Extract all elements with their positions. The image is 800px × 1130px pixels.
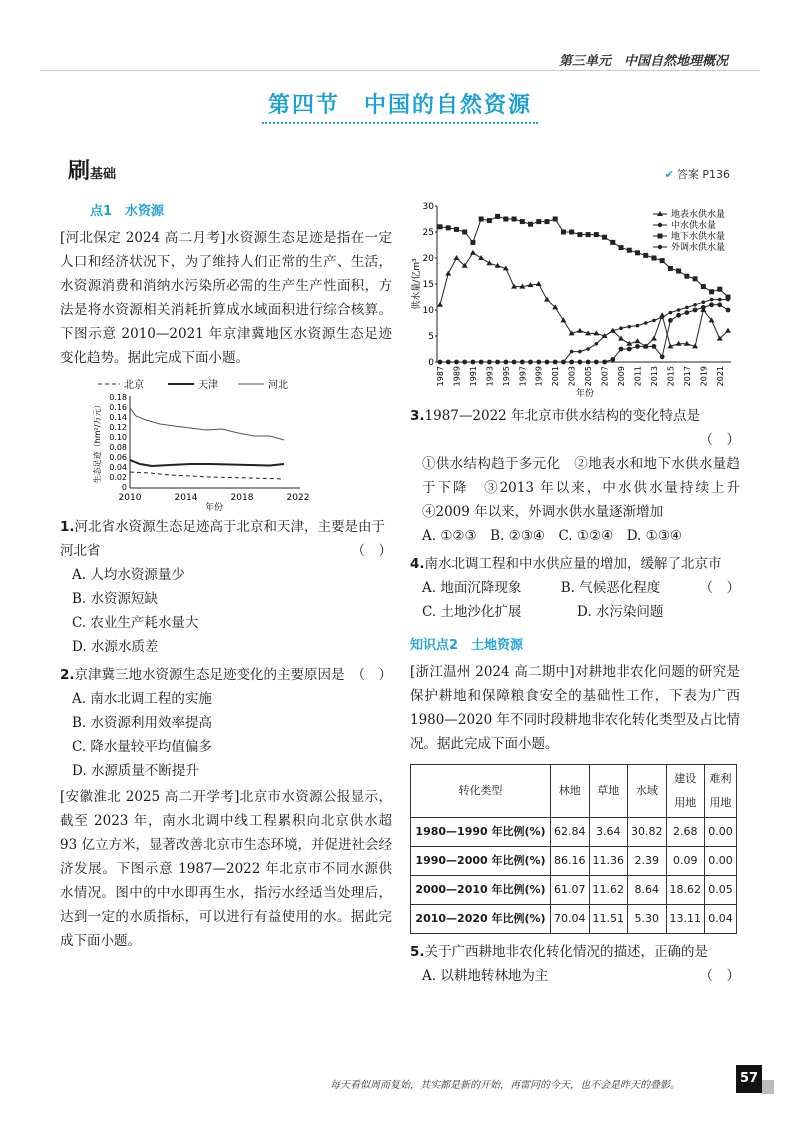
- table-row: [411, 905, 737, 934]
- c2-point-s0-35: [725, 328, 731, 333]
- brand-big: 刷: [68, 159, 91, 184]
- running-header: 第三单元 中国自然地理概况: [558, 54, 728, 69]
- c2-point-s1-16: [570, 350, 574, 354]
- c2-point-s2-7: [495, 214, 500, 219]
- chart2-ylabel: 供水量/亿m³: [412, 258, 422, 310]
- c2-point-s3-34: [717, 302, 722, 307]
- c2-point-s3-6: [487, 360, 492, 365]
- c2-point-s2-26: [651, 256, 656, 261]
- c2-ytick-1: 5: [428, 332, 434, 342]
- th-type: 转化类型: [411, 765, 551, 818]
- c2-point-s1-18: [586, 347, 590, 351]
- c2-point-s3-9: [512, 360, 517, 365]
- q3-statements: ①供水结构趋于多元化 ②地表水和地下水供水量趋于下降 ③2013 年以来，中水供水量持续上升 ④2009 年以来，外调水供水量逐渐增加: [422, 456, 754, 520]
- c2-point-s2-15: [561, 230, 566, 235]
- c2-point-s2-28: [668, 266, 673, 271]
- c2-point-s0-15: [560, 317, 566, 322]
- question-3: [410, 404, 740, 428]
- table-cell: 2010—2020 年比例(%): [411, 905, 551, 934]
- c2-ytick-0: 0: [428, 358, 434, 368]
- c2-point-s3-15: [561, 360, 566, 365]
- q2-option-a: A. 南水北调工程的实施: [72, 691, 212, 707]
- c2-xtick-3: 1993: [485, 366, 495, 387]
- c2-point-s0-4: [470, 250, 476, 255]
- c2-point-s0-2: [453, 255, 459, 260]
- c1-ytick-9: 0.18: [109, 393, 127, 402]
- c2-point-s3-5: [479, 360, 484, 365]
- c2-point-s2-35: [726, 295, 731, 300]
- c2-point-s0-0: [437, 302, 443, 307]
- c2-point-s2-33: [709, 289, 714, 294]
- c2-point-s3-28: [668, 318, 673, 323]
- q3-number: 3.: [410, 408, 425, 424]
- q2-option-b: B. 水资源利用效率提高: [72, 715, 213, 731]
- c2-point-s2-12: [536, 219, 541, 224]
- table-row: [411, 876, 737, 905]
- c2-point-s2-14: [553, 217, 558, 222]
- q1-option-c: C. 农业生产耗水量大: [72, 615, 199, 631]
- c2-point-s2-11: [528, 222, 533, 227]
- chart1-yticks: [109, 393, 127, 492]
- c2-ytick-4: 20: [422, 254, 434, 264]
- q3-choices: A. ①②③ B. ②③④ C. ①②④ D. ①③④: [422, 528, 682, 544]
- q4-stem: 南水北调工程和中水供应量的增加，缓解了北京市: [424, 556, 722, 572]
- c2-point-s2-1: [446, 225, 451, 230]
- c2-legend-label-1: 中水供水量: [671, 221, 717, 231]
- c2-point-s1-28: [669, 311, 673, 315]
- q3-stem: 1987—2022 年北京市供水结构的变化特点是: [424, 408, 701, 424]
- c2-point-s2-27: [660, 258, 665, 263]
- c2-xtick-14: 2015: [666, 366, 676, 387]
- c2-xtick-17: 2021: [715, 366, 725, 387]
- c2-point-s3-17: [577, 360, 582, 365]
- chart1-ylabel: 生态足迹（hm²/万元）: [93, 400, 102, 484]
- c2-point-s1-22: [619, 326, 623, 330]
- c2-point-s2-13: [544, 219, 549, 224]
- c2-point-s2-9: [512, 217, 517, 222]
- check-icon: ✔: [664, 168, 674, 181]
- table-cell: 1990—2000 年比例(%): [411, 847, 551, 876]
- c1-ytick-4: 0.08: [109, 443, 127, 452]
- c2-point-s2-8: [503, 217, 508, 222]
- c2-xtick-9: 2005: [584, 366, 594, 387]
- c2-point-s2-0: [438, 224, 443, 229]
- q4-option-b: B. 气候恶化程度: [560, 580, 661, 596]
- th-construction: 建设用地: [666, 765, 705, 818]
- question-1: [60, 515, 392, 563]
- c2-point-s1-26: [652, 319, 656, 323]
- c2-point-s0-5: [478, 255, 484, 260]
- table-cell: 86.16: [551, 847, 590, 876]
- q2-option-d: D. 水源质量不断提升: [72, 763, 199, 779]
- c2-point-s1-21: [611, 329, 615, 333]
- table-header-row: [411, 765, 737, 818]
- c1-ytick-5: 0.10: [109, 433, 127, 442]
- th-grass: 草地: [589, 765, 628, 818]
- table-cell: 30.82: [628, 818, 667, 847]
- c2-point-s3-22: [619, 347, 624, 352]
- c1-xtick-2: 2018: [230, 493, 254, 503]
- c2-point-s2-6: [487, 218, 492, 223]
- intro-paragraph-2: [安徽淮北 2025 高二开学考]北京市水资源公报显示，截至 2023 年，南水北调中线工程累积向北京供水超 93 亿立方米，显著改善北京市生态环境，并促进社会经济发展。下图示意 1987—2022 年北京市不同水源供水情况。图中的中水即再生水，指污水经适当处理后，达到一定的水质指标，可以进行有益使用的水。据此完成下面小题。: [60, 789, 392, 949]
- c2-series-line-1: [440, 300, 728, 362]
- brand-small: 基础: [90, 167, 117, 182]
- c2-point-s2-20: [602, 235, 607, 240]
- c2-legend-marker-3: [658, 245, 662, 249]
- c2-point-s1-25: [644, 321, 648, 325]
- c2-point-s2-17: [577, 232, 582, 237]
- page-number: 57: [736, 1065, 762, 1093]
- q5-number: 5.: [410, 944, 425, 960]
- c2-xtick-10: 2007: [600, 366, 610, 387]
- c2-point-s0-24: [634, 338, 640, 343]
- c2-point-s0-13: [544, 297, 550, 302]
- c1-ytick-2: 0.04: [109, 463, 127, 472]
- q5-answer-blank: （ ）: [699, 968, 740, 984]
- q2-stem: 京津冀三地水资源生态足迹变化的主要原因是: [74, 667, 345, 683]
- c1-ytick-6: 0.12: [109, 423, 127, 432]
- c2-point-s3-24: [635, 344, 640, 349]
- q5-stem: 关于广西耕地非农化转化情况的描述，正确的是: [424, 944, 709, 960]
- c2-legend-label-2: 地下水供水量: [671, 232, 726, 242]
- c2-xtick-8: 2003: [567, 366, 577, 387]
- q1-answer-blank: （ ）: [351, 543, 392, 559]
- table-row: [411, 847, 737, 876]
- q4-options-row-1: [422, 576, 700, 600]
- table-cell: 0.00: [705, 818, 737, 847]
- section-land: 知识点2 土地资源: [410, 638, 524, 653]
- c2-point-s3-21: [610, 357, 615, 362]
- chart1-xticks: [119, 493, 310, 503]
- th-forest: 林地: [551, 765, 590, 818]
- c2-point-s1-34: [718, 298, 722, 302]
- c1-ytick-7: 0.14: [109, 413, 127, 422]
- table-cell: 18.62: [666, 876, 705, 905]
- q4-option-d: D. 水污染问题: [577, 604, 664, 620]
- page-title: 第四节 中国的自然资源: [267, 93, 532, 118]
- c2-xtick-7: 2001: [551, 366, 561, 387]
- c2-point-s1-32: [702, 300, 706, 304]
- c2-point-s2-2: [454, 227, 459, 232]
- c2-xtick-13: 2013: [649, 366, 659, 387]
- c2-point-s2-22: [619, 245, 624, 250]
- q3-answer-blank: （ ）: [699, 432, 740, 448]
- table-cell: 11.36: [589, 847, 628, 876]
- right-column: [410, 400, 754, 988]
- c2-point-s3-11: [528, 360, 533, 365]
- q4-number: 4.: [410, 556, 425, 572]
- page-number-shade: [762, 1080, 774, 1094]
- c2-point-s2-19: [594, 232, 599, 237]
- c2-point-s1-24: [636, 324, 640, 328]
- c2-point-s3-30: [684, 310, 689, 315]
- c2-series-line-0: [440, 253, 728, 347]
- c2-point-s2-30: [684, 274, 689, 279]
- q1-stem: 河北省水资源生态足迹高于北京和天津，主要是由于河北省: [60, 519, 386, 559]
- question-2: [60, 663, 392, 687]
- chart-water-supply: [405, 198, 745, 398]
- legend-beijing: 北京: [124, 380, 144, 391]
- intro-paragraph-3: [浙江温州 2024 高二期中]对耕地非农化问题的研究是保护耕地和保障粮食安全的基础性工作，下表为广西 1980—2020 年不同时段耕地非农化转化类型及占比情况。据此完成下面小题。: [410, 664, 740, 752]
- q4-option-a: A. 地面沉降现象: [422, 580, 522, 596]
- c2-point-s3-2: [454, 360, 459, 365]
- c2-point-s2-29: [676, 269, 681, 274]
- table-cell: 3.64: [589, 818, 628, 847]
- c2-legend-label-0: 地表水供水量: [671, 210, 726, 220]
- c2-point-s2-16: [569, 230, 574, 235]
- c2-point-s0-12: [536, 281, 542, 286]
- c2-point-s2-25: [643, 253, 648, 258]
- c2-point-s3-14: [553, 360, 558, 365]
- table-cell: 2.39: [628, 847, 667, 876]
- chart-eco-footprint: [90, 376, 330, 511]
- land-conversion-table: [410, 764, 737, 934]
- chart1-line-hebei: [130, 408, 284, 440]
- c2-point-s3-10: [520, 360, 525, 365]
- c2-point-s3-35: [726, 308, 731, 313]
- c1-xtick-1: 2014: [174, 493, 198, 503]
- table-cell: 70.04: [551, 905, 590, 934]
- c2-point-s2-18: [586, 232, 591, 237]
- c2-xtick-16: 2019: [699, 366, 709, 387]
- c2-point-s1-20: [603, 334, 607, 338]
- table-cell: 8.64: [628, 876, 667, 905]
- c2-point-s1-31: [693, 303, 697, 307]
- c2-xtick-0: 1987: [436, 366, 445, 387]
- answer-ref-text: 答案 P136: [676, 168, 730, 181]
- left-column: [60, 200, 392, 953]
- c2-point-s2-24: [635, 250, 640, 255]
- c2-point-s3-3: [462, 360, 467, 365]
- chart1-line-tianjin: [130, 460, 284, 466]
- q1-option-d: D. 水源水质差: [72, 639, 159, 655]
- q1-option-a: A. 人均水资源量少: [72, 567, 185, 583]
- c2-ytick-2: 10: [422, 306, 434, 316]
- c2-point-s2-4: [470, 240, 475, 245]
- c2-point-s0-26: [651, 336, 657, 341]
- footer-quote: 每天看似周而复始，其实都是新的开始，再雷同的今天，也不会是昨天的叠影。: [330, 1080, 680, 1091]
- c2-point-s3-0: [438, 360, 443, 365]
- brand-label: [68, 154, 116, 185]
- c1-ytick-3: 0.06: [109, 453, 127, 462]
- c1-ytick-1: 0.02: [109, 473, 127, 482]
- c2-point-s3-7: [495, 360, 500, 365]
- c1-ytick-8: 0.16: [109, 403, 127, 412]
- section-water: 点1 水资源: [90, 204, 165, 219]
- intro-paragraph-1: [河北保定 2024 高二月考]水资源生态足迹是指在一定人口和经济状况下，为了维持人们正常的生产、生活，水资源消费和消纳水污染所必需的生产生产性面积，方法是将水资源相关消耗折算成水域面积进行综合核算。下图示意 2010—2021 年京津冀地区水资源生态足迹变化趋势。据此完成下面小题。: [60, 230, 392, 366]
- th-barren: 难利用地: [705, 765, 737, 818]
- c2-point-s0-17: [577, 328, 583, 333]
- c2-point-s2-34: [717, 287, 722, 292]
- c2-point-s1-23: [627, 325, 631, 329]
- c2-point-s3-12: [536, 360, 541, 365]
- c2-point-s2-32: [701, 284, 706, 289]
- c2-point-s0-30: [684, 341, 690, 346]
- c2-point-s3-19: [594, 360, 599, 365]
- c2-point-s2-3: [462, 230, 467, 235]
- c2-xtick-5: 1997: [518, 366, 528, 387]
- c2-point-s3-8: [503, 360, 508, 365]
- table-cell: 5.30: [628, 905, 667, 934]
- c2-point-s2-5: [479, 217, 484, 222]
- c2-point-s3-23: [627, 347, 632, 352]
- c2-xtick-1: 1989: [452, 366, 462, 387]
- c1-xtick-0: 2010: [118, 493, 142, 503]
- chart1-legend: [98, 378, 288, 391]
- c2-xtick-4: 1995: [501, 366, 511, 387]
- c2-point-s0-6: [486, 260, 492, 265]
- c2-point-s3-27: [660, 354, 665, 359]
- c2-point-s3-25: [643, 344, 648, 349]
- c2-point-s3-4: [471, 360, 476, 365]
- header-rule: [40, 70, 760, 71]
- q2-option-c: C. 降水量较平均值偏多: [72, 739, 212, 755]
- c2-point-s1-27: [660, 315, 664, 319]
- c2-point-s3-13: [545, 360, 550, 365]
- c2-point-s3-33: [709, 302, 714, 307]
- th-water: 水域: [628, 765, 667, 818]
- table-cell: 11.51: [589, 905, 628, 934]
- c2-point-s1-30: [685, 306, 689, 310]
- table-cell: 62.84: [551, 818, 590, 847]
- c2-point-s1-29: [677, 308, 681, 312]
- c2-point-s2-31: [693, 276, 698, 281]
- q1-number: 1.: [60, 519, 75, 535]
- chart1-xlabel: 年份: [204, 503, 224, 511]
- table-cell: 0.09: [666, 847, 705, 876]
- c2-point-s2-21: [610, 240, 615, 245]
- c2-point-s3-18: [586, 360, 591, 365]
- table-cell: 11.62: [589, 876, 628, 905]
- c2-point-s0-29: [676, 341, 682, 346]
- q4-options-row-2: [422, 600, 740, 624]
- c2-ytick-3: 15: [422, 280, 434, 290]
- answer-reference: [665, 166, 730, 182]
- table-cell: 2.68: [666, 818, 705, 847]
- c2-point-s3-31: [693, 308, 698, 313]
- c2-point-s0-1: [445, 271, 451, 276]
- c2-point-s1-33: [710, 298, 714, 302]
- c2-legend-label-3: 外调水供水量: [671, 243, 726, 253]
- c2-point-s3-16: [569, 360, 574, 365]
- c2-legend-marker-1: [658, 223, 662, 227]
- c1-xtick-3: 2022: [286, 493, 310, 503]
- c2-point-s3-26: [652, 344, 657, 349]
- c2-point-s3-1: [446, 360, 451, 365]
- c2-xtick-6: 1999: [534, 366, 544, 387]
- c2-xtick-12: 2011: [633, 366, 643, 387]
- c2-xtick-11: 2009: [617, 366, 627, 387]
- q4-option-c: C. 土地沙化扩展: [422, 604, 522, 620]
- table-cell: 61.07: [551, 876, 590, 905]
- title-underline: [262, 122, 538, 124]
- c2-legend-marker-2: [658, 234, 663, 239]
- c2-ytick-5: 25: [422, 228, 434, 238]
- q1-option-b: B. 水资源短缺: [72, 591, 159, 607]
- table-cell: 2000—2010 年比例(%): [411, 876, 551, 905]
- c2-xtick-2: 1991: [468, 366, 478, 387]
- q2-number: 2.: [60, 667, 75, 683]
- q2-answer-blank: （ ）: [351, 667, 392, 683]
- c2-point-s3-20: [602, 360, 607, 365]
- legend-hebei: 河北: [268, 380, 288, 391]
- c2-ytick-6: 30: [422, 202, 434, 212]
- table-cell: 1980—1990 年比例(%): [411, 818, 551, 847]
- c2-point-s1-17: [578, 350, 582, 354]
- c2-point-s3-32: [701, 305, 706, 310]
- c1-ytick-0: 0: [121, 483, 127, 492]
- chart2-xlabel: 年份: [575, 389, 595, 398]
- table-cell: 0.00: [705, 847, 737, 876]
- c2-point-s2-23: [627, 248, 632, 253]
- c2-point-s3-29: [676, 313, 681, 318]
- table-cell: 0.04: [705, 905, 737, 934]
- table-row: [411, 818, 737, 847]
- q5-option-a: A. 以耕地转林地为主: [422, 968, 549, 984]
- chart1-line-beijing: [130, 472, 284, 479]
- c2-xtick-15: 2017: [682, 366, 692, 387]
- table-cell: 0.05: [705, 876, 737, 905]
- c2-point-s2-10: [520, 219, 525, 224]
- legend-tianjin: 天津: [198, 380, 218, 391]
- q4-answer-blank: （ ）: [699, 580, 740, 596]
- table-cell: 13.11: [666, 905, 705, 934]
- c2-point-s1-19: [595, 342, 599, 346]
